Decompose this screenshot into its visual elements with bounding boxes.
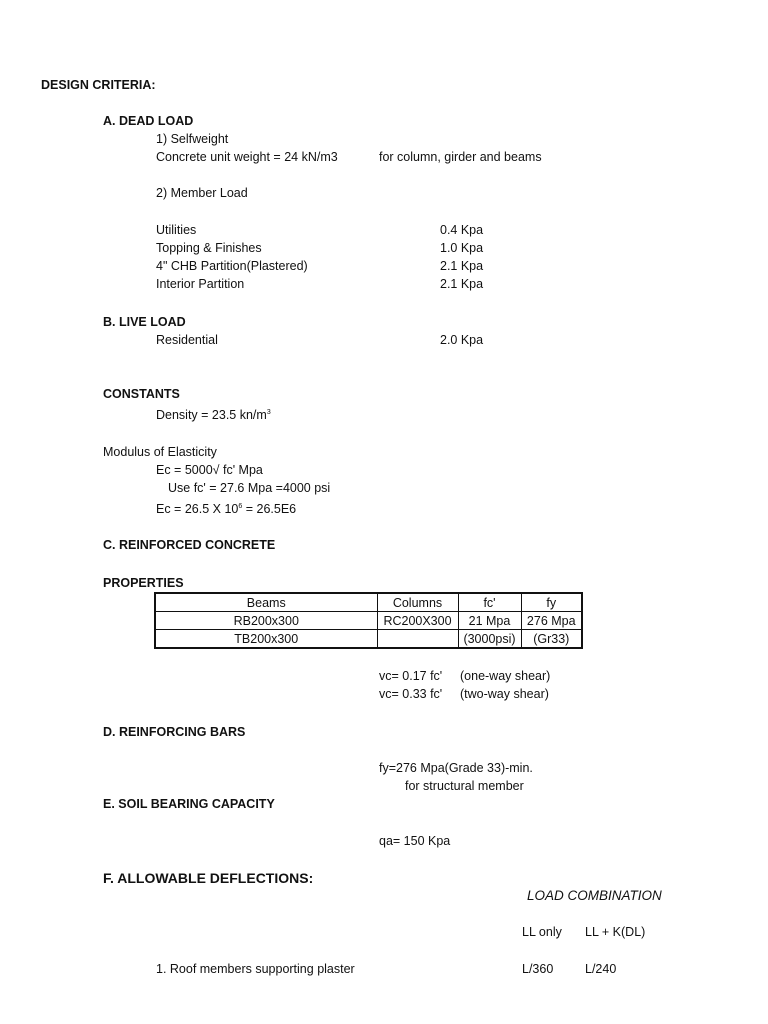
- modulus-heading: Modulus of Elasticity: [103, 445, 217, 459]
- deflections-heading: F. ALLOWABLE DEFLECTIONS:: [103, 870, 314, 886]
- ec-value-suffix: = 26.5E6: [242, 502, 297, 516]
- table-cell: TB200x300: [155, 630, 377, 649]
- shear-note: (one-way shear): [460, 669, 551, 683]
- table-cell: [377, 630, 458, 649]
- dead-load-item-name: Topping & Finishes: [156, 241, 262, 255]
- table-cell: (Gr33): [521, 630, 582, 649]
- col-header-ll-only: LL only: [522, 925, 562, 939]
- concrete-weight-note: for column, girder and beams: [379, 150, 542, 164]
- ec-formula: Ec = 5000√ fc' Mpa: [156, 463, 263, 477]
- properties-table: [154, 592, 583, 649]
- use-fc-line: Use fc' = 27.6 Mpa =4000 psi: [168, 481, 331, 495]
- density-exponent: 3: [266, 409, 271, 416]
- reinforced-concrete-heading: C. REINFORCED CONCRETE: [103, 538, 276, 552]
- table-cell: RC200X300: [377, 612, 458, 630]
- ec-value-exponent: 6: [238, 503, 243, 510]
- qa-value: qa= 150 Kpa: [379, 834, 451, 848]
- ec-value-prefix: Ec = 26.5 X 10: [156, 502, 239, 516]
- shear-formula: vc= 0.33 fc': [379, 687, 443, 701]
- dead-load-item-value: 0.4 Kpa: [440, 223, 484, 237]
- fy-line: fy=276 Mpa(Grade 33)-min.: [379, 761, 533, 775]
- member-load-label: 2) Member Load: [156, 186, 248, 200]
- concrete-unit-weight: Concrete unit weight = 24 kN/m3: [156, 150, 338, 164]
- fy-note: for structural member: [405, 779, 524, 793]
- table-row: [155, 612, 582, 630]
- dead-load-item-value: 2.1 Kpa: [440, 277, 484, 291]
- shear-formula: vc= 0.17 fc': [379, 669, 443, 683]
- density-text: Density = 23.5 kn/m: [156, 408, 267, 422]
- table-cell: RB200x300: [155, 612, 377, 630]
- dead-load-item-value: 2.1 Kpa: [440, 259, 484, 273]
- table-cell: 276 Mpa: [521, 612, 582, 630]
- table-cell: 21 Mpa: [458, 612, 521, 630]
- live-load-heading: B. LIVE LOAD: [103, 315, 186, 329]
- table-header-cell: fc': [458, 593, 521, 612]
- dead-load-item-value: 1.0 Kpa: [440, 241, 484, 255]
- reinforcing-bars-heading: D. REINFORCING BARS: [103, 725, 246, 739]
- live-load-item-name: Residential: [156, 333, 218, 347]
- table-header-row: [155, 593, 582, 612]
- deflection-row-name: 1. Roof members supporting plaster: [156, 962, 355, 976]
- deflection-row-ll: L/360: [522, 962, 554, 976]
- table-header-cell: Beams: [155, 593, 377, 612]
- properties-heading: PROPERTIES: [103, 576, 184, 590]
- dead-load-heading: A. DEAD LOAD: [103, 114, 194, 128]
- dead-load-item-name: Utilities: [156, 223, 197, 237]
- constants-heading: CONSTANTS: [103, 387, 180, 401]
- table-row: [155, 630, 582, 649]
- table-cell: (3000psi): [458, 630, 521, 649]
- deflection-row-llk: L/240: [585, 962, 617, 976]
- shear-note: (two-way shear): [460, 687, 549, 701]
- dead-load-item-name: 4" CHB Partition(Plastered): [156, 259, 308, 273]
- live-load-item-value: 2.0 Kpa: [440, 333, 484, 347]
- load-combination-label: LOAD COMBINATION: [527, 888, 662, 903]
- table-header-cell: Columns: [377, 593, 458, 612]
- selfweight-label: 1) Selfweight: [156, 132, 229, 146]
- col-header-ll-k-dl: LL + K(DL): [585, 925, 646, 939]
- page-title: DESIGN CRITERIA:: [41, 78, 156, 92]
- dead-load-item-name: Interior Partition: [156, 277, 245, 291]
- soil-heading: E. SOIL BEARING CAPACITY: [103, 797, 275, 811]
- ec-value-line: [156, 501, 296, 517]
- table-header-cell: fy: [521, 593, 582, 612]
- density-line: [156, 407, 271, 423]
